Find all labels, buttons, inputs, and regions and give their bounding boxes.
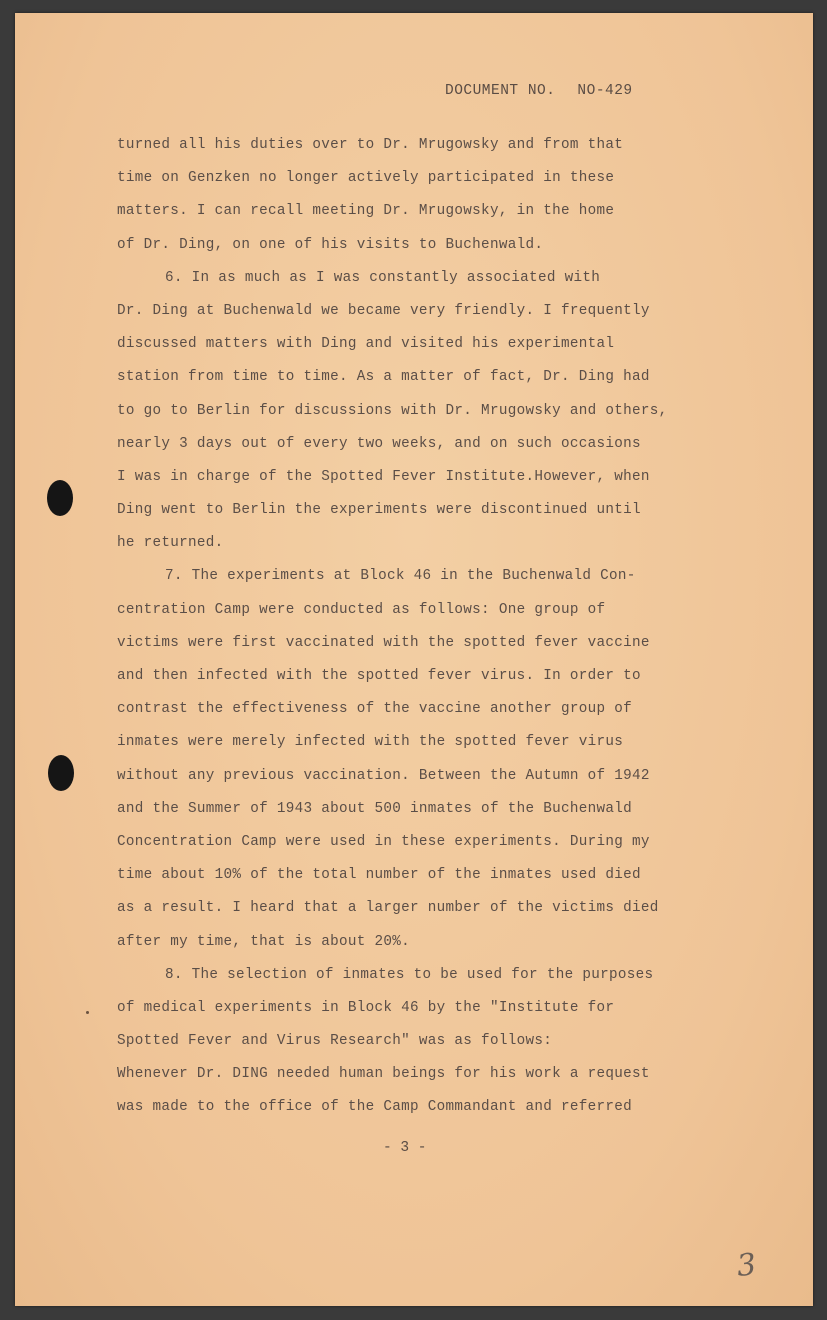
text-line: turned all his duties over to Dr. Mrugowsky and from that (117, 137, 624, 153)
text-line: Concentration Camp were used in these experiments. During my (117, 833, 650, 850)
text-line: and the Summer of 1943 about 500 inmates of the Buchenwald (117, 800, 633, 817)
text-line: centration Camp were conducted as follows: One group of (117, 601, 606, 618)
text-line: without any previous vaccination. Between the Autumn of 1942 (117, 767, 650, 784)
paper-speck (86, 1011, 89, 1014)
document-number-header (445, 83, 745, 99)
text-line: of medical experiments in Block 46 by the "Institute for (117, 999, 615, 1016)
document-body-text (117, 129, 757, 1125)
text-line: he returned. (117, 535, 224, 552)
document-number-value: NO-429 (577, 83, 633, 99)
text-line: victims were first vaccinated with the spotted fever vaccine (117, 634, 650, 651)
text-line: Whenever Dr. DING needed human beings for his work a request (117, 1066, 650, 1083)
text-line: and then infected with the spotted fever virus. In order to (117, 668, 641, 684)
text-line: after my time, that is about 20%. (117, 933, 411, 950)
document-number-label: DOCUMENT NO. (445, 83, 556, 99)
text-line: nearly 3 days out of every two weeks, and on such occasions (117, 435, 641, 452)
text-line: 6. In as much as I was constantly associated with (165, 269, 601, 286)
text-line: as a result. I heard that a larger number of the victims died (117, 900, 659, 917)
text-line: time about 10% of the total number of the inmates used died (117, 867, 641, 884)
text-line: I was in charge of the Spotted Fever Institute.However, when (117, 468, 650, 485)
text-line: station from time to time. As a matter of fact, Dr. Ding had (117, 369, 650, 386)
text-line: 8. The selection of inmates to be used for the purposes (165, 966, 654, 983)
text-line: Ding went to Berlin the experiments were discontinued until (117, 502, 641, 519)
handwritten-page-mark: 3 (735, 1247, 758, 1284)
page-number: - 3 - (383, 1140, 427, 1156)
text-line: inmates were merely infected with the spotted fever virus (117, 734, 624, 751)
text-line: of Dr. Ding, on one of his visits to Buchenwald. (117, 236, 544, 253)
punch-hole-bottom (48, 755, 74, 791)
text-line: to go to Berlin for discussions with Dr. Mrugowsky and others, (117, 402, 668, 419)
text-line: Dr. Ding at Buchenwald we became very friendly. I frequently (117, 302, 650, 319)
text-line: time on Genzken no longer actively participated in these (117, 170, 615, 187)
document-page (15, 13, 813, 1306)
text-line: matters. I can recall meeting Dr. Mrugowsky, in the home (117, 203, 615, 220)
text-line: discussed matters with Ding and visited his experimental (117, 336, 615, 353)
text-line: 7. The experiments at Block 46 in the Buchenwald Con- (165, 568, 636, 585)
punch-hole-top (47, 480, 73, 516)
text-line: was made to the office of the Camp Commandant and referred (117, 1099, 633, 1116)
text-line: contrast the effectiveness of the vaccine another group of (117, 701, 633, 718)
text-line: Spotted Fever and Virus Research" was as follows: (117, 1033, 553, 1050)
